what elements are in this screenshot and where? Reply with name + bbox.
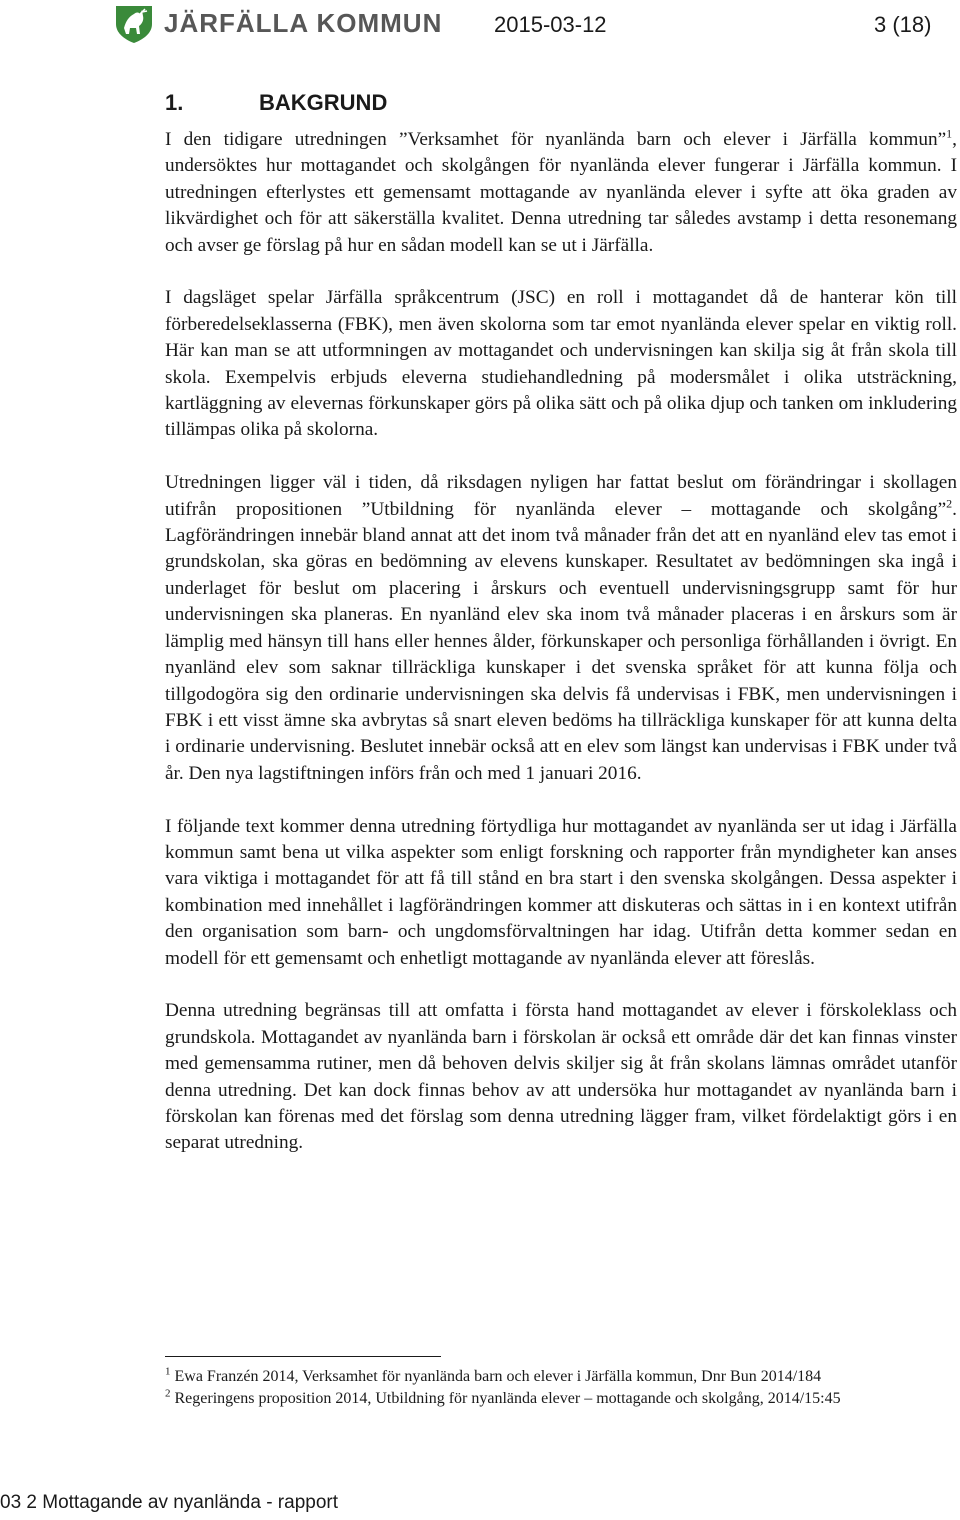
paragraph-2: I dagsläget spelar Järfälla språkcentrum (JSC) en roll i mottagandet då de hanterar kön till förberedelseklasserna (FBK), men även skolorna som tar emot nyanlända elever spelar en viktig roll. Här kan man se att utformningen av mottagandet och undervisningen kan skilja sig åt från skola till skola. Exempelvis erbjuds eleverna studiehandledning på modersmålet i olika utsträckning, kartläggning av elevernas förkunskaper görs på olika sätt och på olika djup och tanken om inkludering tillämpas olika på skolorna. <box>165 287 957 441</box>
page-number: 3 (18) <box>874 12 932 37</box>
section-number: 1. <box>165 90 184 115</box>
paragraph-1 <box>165 127 957 259</box>
footnote-number: 1 <box>165 1365 171 1378</box>
paragraph-3-part-a: Utredningen ligger väl i tiden, då riksdagen nyligen har fattat beslut om förändringar i skollagen utifrån propositionen ”Utbildning för nyanlända elever – mottagande och skolgång” <box>165 472 957 520</box>
paragraph-4: I följande text kommer denna utredning förtydliga hur mottagandet av nyanlända ser ut idag i Järfälla kommun samt bena ut vilka aspekter som enligt forskning och rapporter från myndigheter kan anses vara viktiga i mottagandet för att få till stånd en bra start i den svenska skolgången. Dessa aspekter i kombination med innehållet i lagförändringen kommer att diskuteras och sättas in i en kontext utifrån den organisation som barn- och ungdomsförvaltningen har idag. Utifrån detta kommer sedan en modell för ett gemensamt och enhetligt mottagande av nyanlända elever att föreslås. <box>165 815 957 969</box>
footnote-2 <box>165 1388 945 1410</box>
footnote-text: Ewa Franzén 2014, Verksamhet för nyanlända barn och elever i Järfälla kommun, Dnr Bun 2014/184 <box>174 1368 822 1385</box>
paragraph-1-part-a: I den tidigare utredningen ”Verksamhet för nyanlända barn och elever i Järfälla kommun” <box>165 129 947 150</box>
section-heading <box>165 90 387 116</box>
paragraph-3 <box>165 470 957 787</box>
municipal-crest-icon <box>112 4 156 44</box>
logo-text: JÄRFÄLLA KOMMUN <box>164 8 443 38</box>
page-header <box>0 0 960 50</box>
footnote-number: 2 <box>165 1387 171 1400</box>
footnote-1 <box>165 1366 945 1388</box>
body-text <box>165 127 957 1157</box>
page-footer: 03 2 Mottagande av nyanlända - rapport <box>0 1492 339 1513</box>
footnote-ref-1[interactable]: 1 <box>946 126 953 141</box>
footnote-text: Regeringens proposition 2014, Utbildning för nyanlända elever – mottagande och skolgång, 2014/15:45 <box>174 1390 841 1407</box>
section-title: BAKGRUND <box>259 90 388 115</box>
footnote-ref-2[interactable]: 2 <box>946 496 953 511</box>
document-date: 2015-03-12 <box>494 12 607 37</box>
paragraph-3-part-b: . Lagförändringen innebär bland annat att det inom två månader från det att en nyanländ elev tas emot i grundskolan, ska göras en bedömning av elevens kunskaper. Resultatet av bedömningen ska ingå i underlaget för beslut om placering i årskurs och eventuell undervisningsgrupp samt för hur undervisningen ska planeras. En nyanländ elev ska inom två månader placeras i en årskurs som är lämplig med hänsyn till hans eller hennes ålder, förkunskaper och personliga förhållanden i övrigt. En nyanländ elev som saknar tillräckliga kunskaper i det svenska språket för att kunna följa och tillgodogöra sig den ordinarie undervisningen ska delvis få undervisas i FBK, men undervisningen i FBK i ett visst ämne ska avbrytas så snart eleven bedöms ha tillräckliga kunskaper för att kunna delta i ordinarie undervisning. Beslutet innebär också att en elev som längst kan undervisas i FBK under två år. Den nya lagstiftningen införs från och med 1 januari 2016. <box>165 498 957 784</box>
paragraph-5: Denna utredning begränsas till att omfatta i första hand mottagandet av elever i förskoleklass och grundskola. Mottagandet av nyanlända barn i förskolan är också ett område där det kan finnas vinster med gemensamma rutiner, men då behoven delvis skiljer sig åt från skolans lämnas området utanför denna utredning. Det kan dock finnas behov av att undersöka hur mottagandet av nyanlända barn i förskolan kan förenas med det förslag som denna utredning lägger fram, vilket fördelaktigt görs i en separat utredning. <box>165 1000 957 1154</box>
footnotes <box>165 1366 945 1410</box>
footnote-separator <box>165 1356 441 1357</box>
paragraph-1-part-b: , undersöktes hur mottagandet och skolgången för nyanlända elever fungerar i Järfälla kommun. I utredningen efterlystes ett gemensamt mottagande av nyanlända elever i syfte att öka graden av likvärdighet och för att säkerställa kvalitet. Denna utredning tar således avstamp i detta resonemang och avser ge förslag på hur en sådan modell kan se ut i Järfälla. <box>165 129 957 256</box>
